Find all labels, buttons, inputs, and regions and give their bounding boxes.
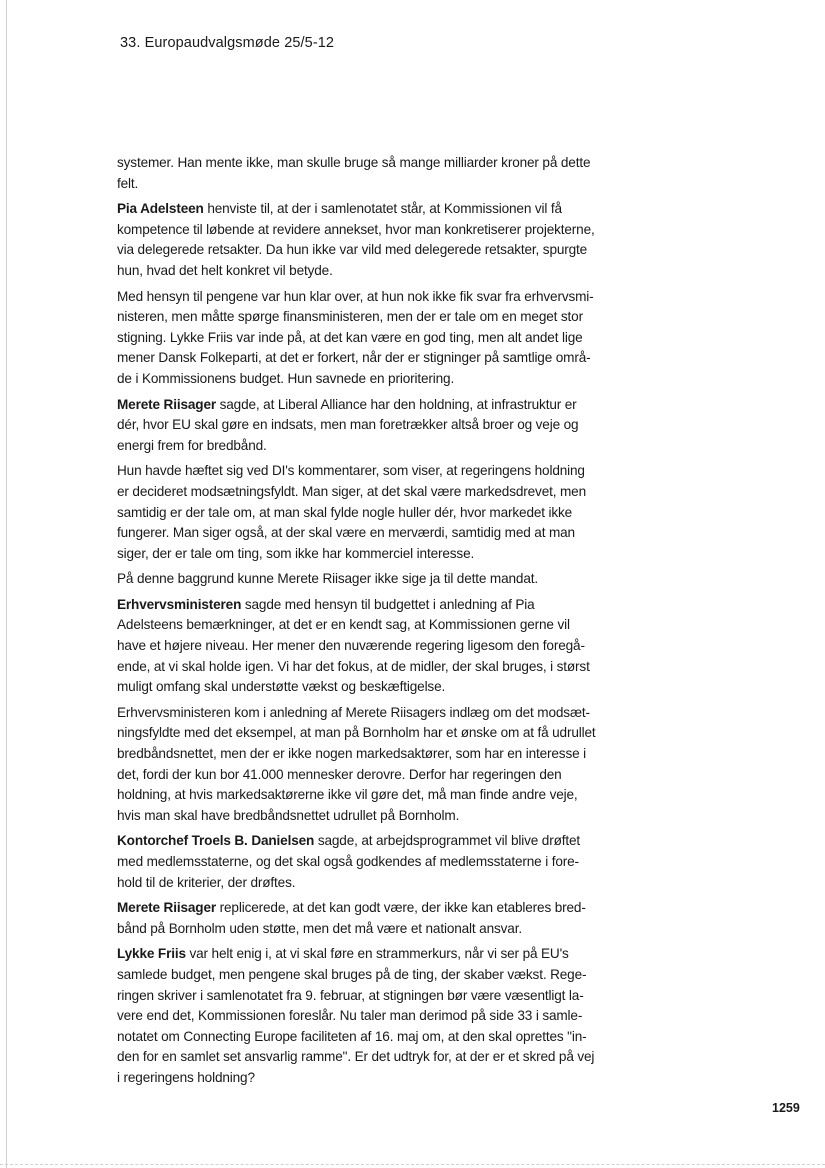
paragraph [117, 153, 607, 194]
line-text: Med hensyn til pengene var hun klar over, at hun nok ikke fik svar fra erhvervsmi- [117, 288, 594, 304]
paragraph [117, 569, 607, 590]
text-line [117, 369, 607, 390]
speaker-name: Lykke Friis [117, 946, 186, 962]
line-text: hvis man skal have bredbåndsnettet udrullet på Bornholm. [117, 807, 460, 823]
text-line [117, 153, 607, 174]
line-text: Adelsteens bemærkninger, at det er en kendt sag, at Kommissionen gerne vil [117, 617, 570, 633]
text-line [117, 636, 607, 657]
line-text: systemer. Han mente ikke, man skulle bruge så mange milliarder kroner på dette [117, 155, 591, 170]
text-line [117, 615, 607, 636]
line-text: ringen skriver i samlenotatet fra 9. februar, at stigningen bør være væsentligt la- [117, 987, 584, 1003]
line-text: var helt enig i, at vi skal føre en strammerkurs, når vi ser på EU's [185, 946, 569, 962]
line-text: hold til de kriterier, der drøftes. [117, 874, 296, 890]
line-text: i regeringens holdning? [117, 1069, 255, 1085]
text-line [117, 806, 607, 827]
text-line [117, 503, 607, 524]
line-text: Erhvervsministeren kom i anledning af Merete Riisagers indlæg om det modsæt- [117, 704, 590, 720]
text-line [117, 328, 607, 349]
text-line [117, 703, 607, 724]
text-line [117, 199, 607, 220]
text-line [117, 873, 607, 894]
line-text: bånd på Bornholm uden støtte, men det må være et nationalt ansvar. [117, 920, 522, 936]
text-line [117, 307, 607, 328]
line-text: samlede budget, men pengene skal bruges på de ting, der skaber vækst. Rege- [117, 966, 587, 982]
text-line [117, 523, 607, 544]
line-text: bredbåndsnettet, men der er ikke nogen markedsaktører, som har en interesse i [117, 746, 587, 762]
line-text: felt. [117, 175, 139, 191]
line-text: nisteren, men måtte spørge finansministeren, men der er tale om en meget stor [117, 309, 583, 325]
line-text: stigning. Lykke Friis var inde på, at det kan være en god ting, men alt andet lige [117, 329, 583, 345]
text-line [117, 1006, 607, 1027]
text-line [117, 395, 607, 416]
line-text: energi frem for bredbånd. [117, 437, 267, 453]
text-line [117, 723, 607, 744]
paragraph [117, 703, 607, 827]
paragraph [117, 944, 607, 1088]
page-number: 1259 [772, 1101, 800, 1115]
text-line [117, 1068, 607, 1089]
line-text: ningsfyldte med det eksempel, at man på Bornholm har et ønske om at få udrullet [117, 725, 596, 741]
text-line [117, 595, 607, 616]
speaker-name: Merete Riisager [117, 396, 216, 412]
paragraph [117, 199, 607, 281]
paragraph [117, 831, 607, 893]
speaker-name: Merete Riisager [117, 900, 216, 916]
line-text: have et højere niveau. Her mener den nuværende regering ligesom den foregå- [117, 638, 585, 654]
paragraph [117, 461, 607, 564]
text-line [117, 348, 607, 369]
page-header: 33. Europaudvalgsmøde 25/5-12 [120, 35, 335, 51]
line-text: den for en samlet set ansvarlig ramme". Er det udtryk for, at der er et skred på vej [117, 1049, 595, 1065]
line-text: sagde, at Liberal Alliance har den holdning, at infrastruktur er [216, 396, 577, 412]
text-line [117, 261, 607, 282]
text-line [117, 1047, 607, 1068]
line-text: henviste til, at der i samlenotatet står, at Kommissionen vil få [203, 201, 562, 217]
text-line [117, 1027, 607, 1048]
text-line [117, 174, 607, 195]
text-line [117, 544, 607, 565]
text-line [117, 986, 607, 1007]
line-text: notatet om Connecting Europe faciliteten af 16. maj om, at den skal oprettes "in- [117, 1028, 587, 1044]
line-text: sagde med hensyn til budgettet i anledning af Pia [241, 596, 535, 612]
line-text: ende, at vi skal holde igen. Vi har det fokus, at de midler, der skal bruges, i størst [117, 658, 590, 674]
paragraph [117, 287, 607, 390]
paragraph [117, 898, 607, 939]
speaker-name: Erhvervsministeren [117, 596, 242, 612]
text-line [117, 461, 607, 482]
line-text: replicerede, at det kan godt være, der ikke kan etableres bred- [216, 900, 586, 916]
text-line [117, 569, 607, 590]
line-text: kompetence til løbende at revidere annekset, hvor man konkretiserer projekterne, [117, 221, 595, 237]
text-line [117, 677, 607, 698]
speaker-name: Pia Adelsteen [117, 201, 204, 217]
text-line [117, 287, 607, 308]
paragraph [117, 595, 607, 698]
paragraph [117, 395, 607, 457]
line-text: med medlemsstaterne, og det skal også godkendes af medlemsstaterne i fore- [117, 854, 579, 869]
text-line [117, 765, 607, 786]
text-line [117, 436, 607, 457]
line-text: holdning, at hvis markedsaktørerne ikke vil gøre det, må man finde andre veje, [117, 787, 578, 803]
text-line [117, 657, 607, 678]
line-text: dér, hvor EU skal gøre en indsats, men man foretrækker altså broer og veje og [117, 417, 579, 433]
text-line [117, 831, 607, 852]
line-text: samtidig er der tale om, at man skal fylde nogle huller dér, hvor markedet ikke [117, 504, 573, 520]
document-body [117, 153, 607, 1094]
text-line [117, 944, 607, 965]
line-text: På denne baggrund kunne Merete Riisager ikke sige ja til dette mandat. [117, 571, 538, 587]
speaker-name: Kontorchef Troels B. Danielsen [117, 833, 315, 849]
text-line [117, 785, 607, 806]
text-line [117, 898, 607, 919]
line-text: fungerer. Man siger også, at der skal være en merværdi, samtidig med at man [117, 525, 575, 541]
text-line [117, 852, 607, 873]
text-line [117, 744, 607, 765]
page-edge [6, 0, 7, 1168]
text-line [117, 220, 607, 241]
line-text: mener Dansk Folkeparti, at det er forkert, når der er stigninger på samtlige områ- [117, 350, 591, 366]
text-line [117, 415, 607, 436]
line-text: siger, der er tale om ting, som ikke har kommerciel interesse. [117, 545, 475, 561]
line-text: det, fordi der kun bor 41.000 mennesker derovre. Derfor har regeringen den [117, 766, 562, 782]
line-text: muligt omfang skal understøtte vækst og beskæftigelse. [117, 679, 446, 695]
text-line [117, 965, 607, 986]
line-text: er decideret modsætningsfyldt. Man siger, at det skal være markedsdrevet, men [117, 483, 586, 499]
line-text: Hun havde hæftet sig ved DI's kommentarer, som viser, at regeringens holdning [117, 463, 585, 479]
text-line [117, 482, 607, 503]
line-text: hun, hvad det helt konkret vil betyde. [117, 262, 333, 278]
page-bottom-edge [0, 1164, 825, 1165]
line-text: sagde, at arbejdsprogrammet vil blive drøftet [314, 833, 581, 849]
line-text: vere end det, Kommissionen foreslår. Nu taler man derimod på side 33 i samle- [117, 1008, 583, 1024]
line-text: de i Kommissionens budget. Hun savnede en prioritering. [117, 370, 455, 386]
text-line [117, 240, 607, 261]
text-line [117, 919, 607, 940]
line-text: via delegerede retsakter. Da hun ikke var vild med delegerede retsakter, spurgte [117, 242, 588, 258]
